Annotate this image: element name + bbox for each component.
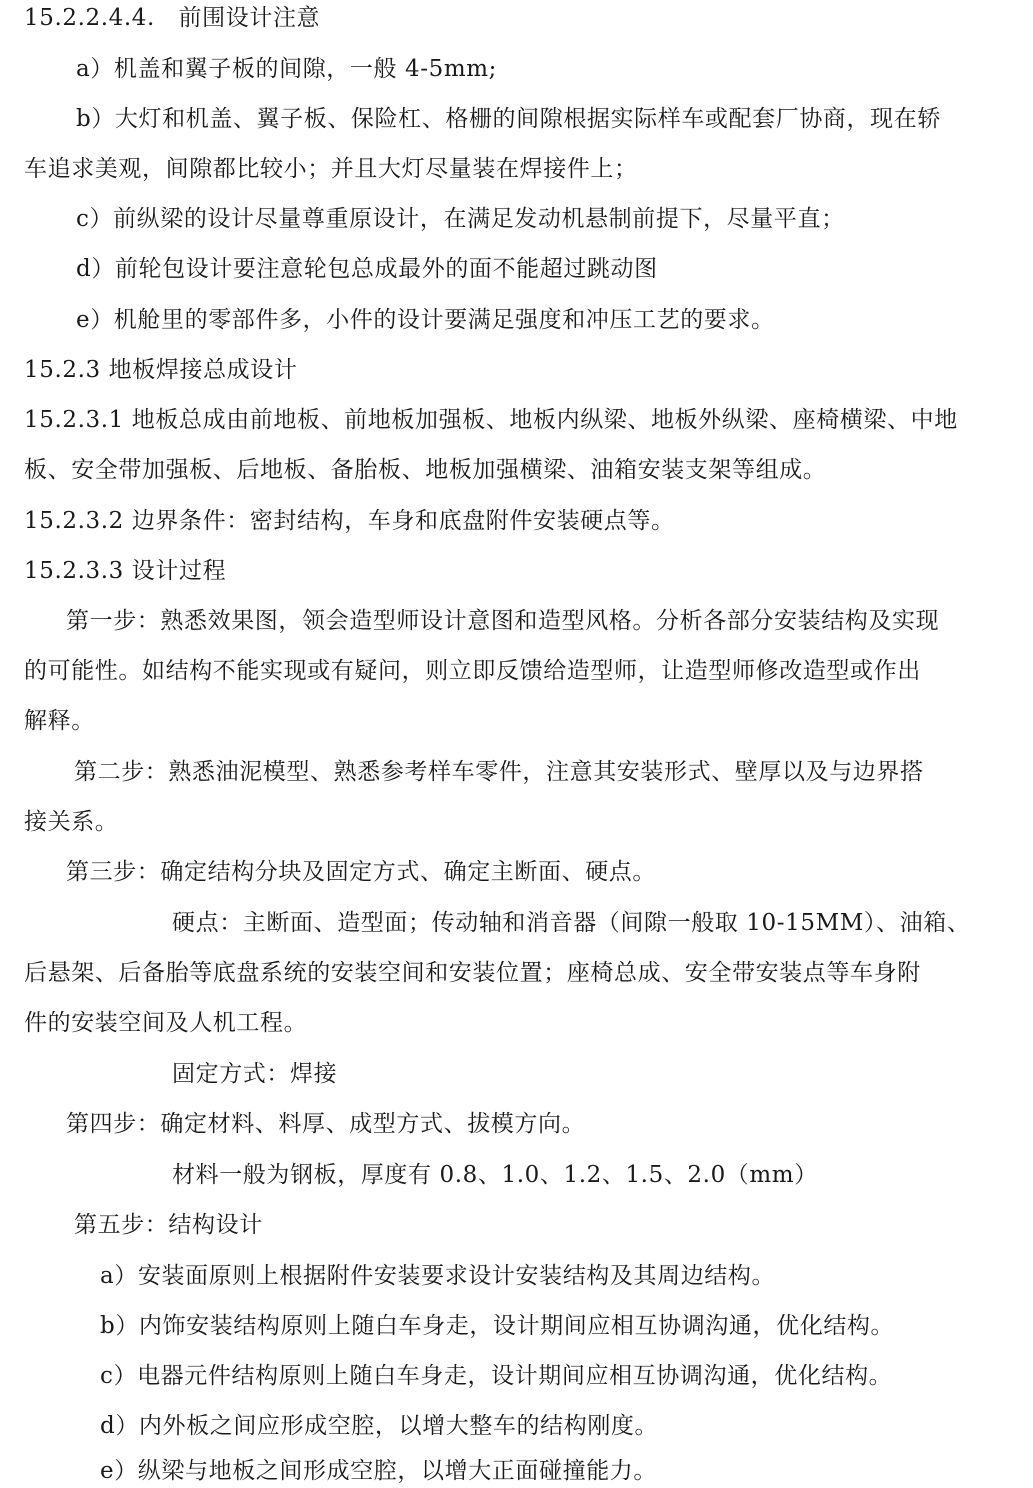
- front-wall-note-c: c）前纵梁的设计尽量尊重原设计，在满足发动机悬制前提下，尽量平直；: [76, 206, 845, 232]
- step-2-cont: 接关系。: [24, 809, 119, 835]
- front-wall-note-b: b）大灯和机盖、翼子板、保险杠、格栅的间隙根据实际样车或配套厂协商，现在轿: [76, 106, 941, 132]
- structure-design-c: c）电器元件结构原则上随白车身走，设计期间应相互协调沟通，优化结构。: [100, 1363, 893, 1389]
- step-5: 第五步：结构设计: [74, 1212, 263, 1238]
- structure-design-e: e）纵梁与地板之间形成空腔，以增大正面碰撞能力。: [100, 1458, 658, 1484]
- step-1-cont-1: 的可能性。如结构不能实现或有疑问，则立即反馈给造型师，让造型师修改造型或作出: [24, 658, 921, 684]
- structure-design-d: d）内外板之间应形成空腔，以增大整车的结构刚度。: [100, 1413, 659, 1439]
- paragraph-15-2-3-2: 15.2.3.2 边界条件：密封结构，车身和底盘附件安装硬点等。: [24, 508, 675, 534]
- hardpoints: 硬点：主断面、造型面；传动轴和消音器（间隙一般取 10-15MM）、油箱、: [172, 910, 971, 936]
- fixing-method: 固定方式：焊接: [172, 1061, 338, 1087]
- front-wall-note-d: d）前轮包设计要注意轮包总成最外的面不能超过跳动图: [76, 256, 658, 282]
- structure-design-a: a）安装面原则上根据附件安装要求设计安装结构及其周边结构。: [100, 1263, 776, 1289]
- step-4: 第四步：确定材料、料厚、成型方式、拔模方向。: [66, 1111, 586, 1137]
- hardpoints-cont-1: 后悬架、后备胎等底盘系统的安装空间和安装位置；座椅总成、安全带安装点等车身附: [24, 960, 921, 986]
- front-wall-note-b-cont: 车追求美观，间隙都比较小；并且大灯尽量装在焊接件上；: [24, 156, 638, 182]
- step-1-cont-2: 解释。: [24, 708, 95, 734]
- material-note: 材料一般为钢板，厚度有 0.8、1.0、1.2、1.5、2.0（mm）: [172, 1162, 818, 1188]
- step-2: 第二步：熟悉油泥模型、熟悉参考样车零件，注意其安装形式、壁厚以及与边界搭: [74, 759, 924, 785]
- step-1: 第一步：熟悉效果图，领会造型师设计意图和造型风格。分析各部分安装结构及实现: [66, 608, 940, 634]
- paragraph-15-2-3-1: 15.2.3.1 地板总成由前地板、前地板加强板、地板内纵梁、地板外纵梁、座椅横梁、中地: [24, 407, 958, 433]
- structure-design-b: b）内饰安装结构原则上随白车身走，设计期间应相互协调沟通，优化结构。: [100, 1313, 895, 1339]
- step-3: 第三步：确定结构分块及固定方式、确定主断面、硬点。: [66, 859, 656, 885]
- section-heading-15-2-3-3: 15.2.3.3 设计过程: [24, 558, 227, 584]
- paragraph-15-2-3-1-cont: 板、安全带加强板、后地板、备胎板、地板加强横梁、油箱安装支架等组成。: [24, 457, 827, 483]
- section-heading-15-2-3: 15.2.3 地板焊接总成设计: [24, 357, 298, 383]
- hardpoints-cont-2: 件的安装空间及人机工程。: [24, 1010, 308, 1036]
- front-wall-note-e: e）机舱里的零部件多，小件的设计要满足强度和冲压工艺的要求。: [76, 307, 775, 333]
- section-heading-15-2-2-4-4: 15.2.2.4.4. 前围设计注意: [24, 5, 321, 31]
- front-wall-note-a: a）机盖和翼子板的间隙，一般 4-5mm;: [76, 56, 498, 82]
